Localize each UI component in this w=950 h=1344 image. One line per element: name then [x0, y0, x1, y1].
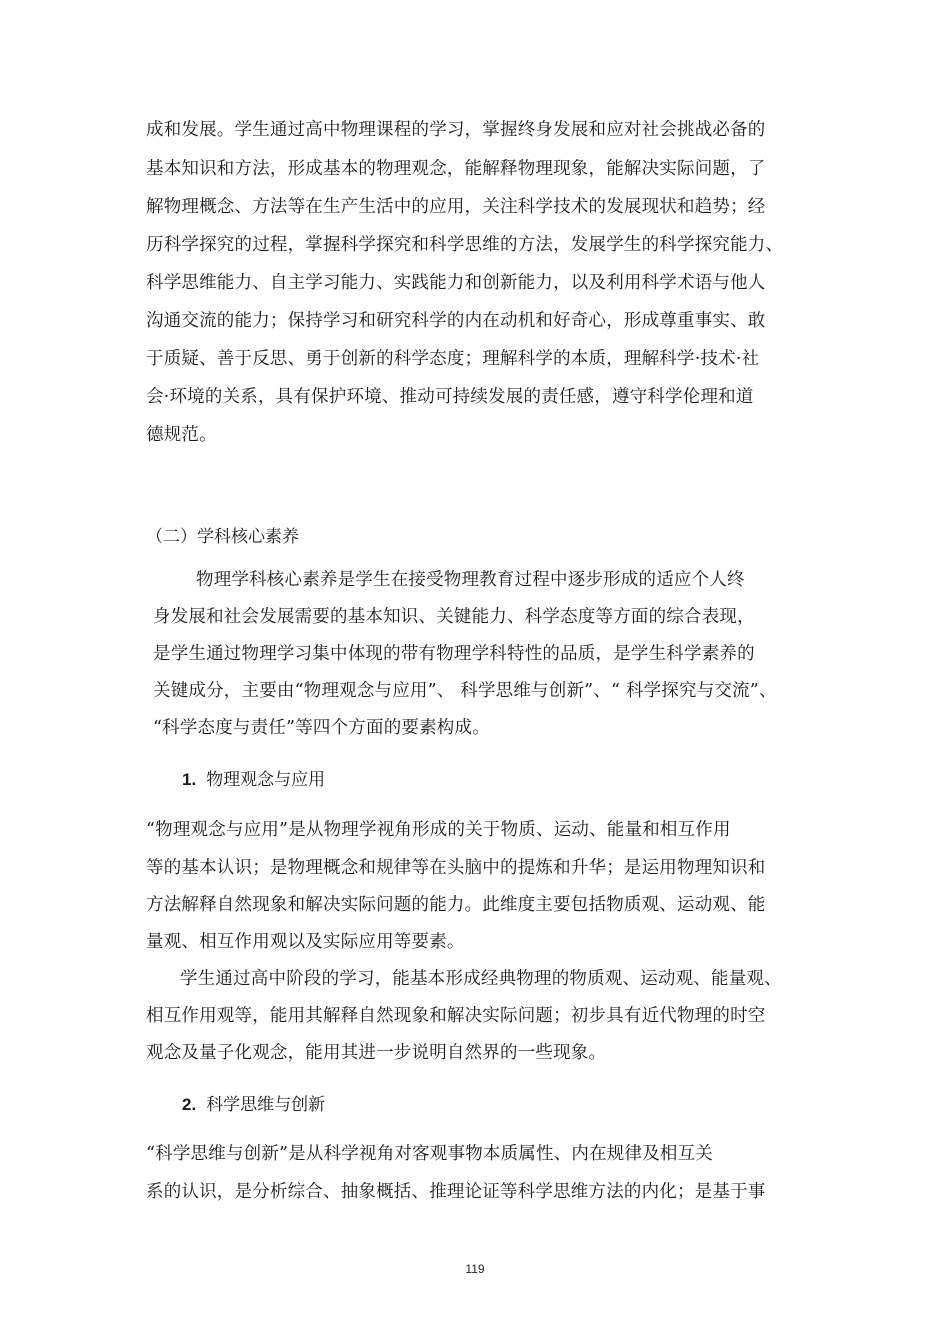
intro-line: 于质疑、善于反思、勇于创新的科学态度；理解科学的本质，理解科学·技术·社 [146, 349, 760, 369]
sub1-line: 量观、相互作用观以及实际应用等要素。 [146, 932, 465, 952]
sub1-line: 学生通过高中阶段的学习，能基本形成经典物理的物质观、运动观、能量观、 [180, 969, 782, 989]
subheading-title: 科学思维与创新 [206, 1095, 326, 1115]
core-line: “科学态度与责任”等四个方面的要素构成。 [153, 718, 490, 738]
subheading-title: 物理观念与应用 [206, 770, 326, 790]
sub2-line: 系的认识，是分析综合、抽象概括、推理论证等科学思维方法的内化；是基于事 [146, 1182, 766, 1202]
intro-line: 基本知识和方法，形成基本的物理观念，能解释物理现象，能解决实际问题，了 [146, 159, 766, 179]
core-line: 物理学科核心素养是学生在接受物理教育过程中逐步形成的适应个人终 [196, 570, 745, 590]
intro-line: 德规范。 [146, 425, 217, 445]
intro-line: 会·环境的关系，具有保护环境、推动可持续发展的责任感，遵守科学伦理和道 [146, 387, 754, 407]
sub1-line: 相互作用观等，能用其解释自然现象和解决实际问题；初步具有近代物理的时空 [146, 1006, 766, 1026]
sub1-line: 等的基本认识；是物理概念和规律等在头脑中的提炼和升华；是运用物理知识和 [146, 858, 766, 878]
section-heading: （二）学科核心素养 [146, 527, 299, 547]
subheading-2 [182, 1093, 325, 1117]
core-line: 是学生通过物理学习集中体现的带有物理学科特性的品质，是学生科学素养的 [153, 644, 755, 664]
page-number: 119 [465, 1262, 485, 1276]
intro-line: 历科学探究的过程，掌握科学探究和科学思维的方法，发展学生的科学探究能力、 [146, 235, 784, 255]
intro-line: 沟通交流的能力；保持学习和研究科学的内在动机和好奇心，形成尊重事实、敢 [146, 311, 766, 331]
intro-line: 科学思维能力、自主学习能力、实践能力和创新能力，以及利用科学术语与他人 [146, 273, 766, 293]
intro-line: 成和发展。学生通过高中物理课程的学习，掌握终身发展和应对社会挑战必备的 [146, 120, 766, 140]
subheading-number: 2. [182, 1095, 197, 1114]
intro-line: 解物理概念、方法等在生产生活中的应用，关注科学技术的发展现状和趋势；经 [146, 197, 766, 217]
core-line: 关键成分，主要由“物理观念与应用”、 科学思维与创新”、“ 科学探究与交流”、 [153, 681, 777, 701]
core-line: 身发展和社会发展需要的基本知识、关键能力、科学态度等方面的综合表现， [153, 607, 755, 627]
subheading-1 [182, 768, 325, 792]
sub1-line: “物理观念与应用”是从物理学视角形成的关于物质、运动、能量和相互作用 [146, 820, 731, 840]
sub1-line: 观念及量子化观念，能用其进一步说明自然界的一些现象。 [146, 1043, 607, 1063]
sub2-line: “科学思维与创新”是从科学视角对客观事物本质属性、内在规律及相互关 [146, 1144, 713, 1164]
subheading-number: 1. [182, 770, 197, 789]
sub1-line: 方法解释自然现象和解决实际问题的能力。此维度主要包括物质观、运动观、能 [146, 895, 766, 915]
